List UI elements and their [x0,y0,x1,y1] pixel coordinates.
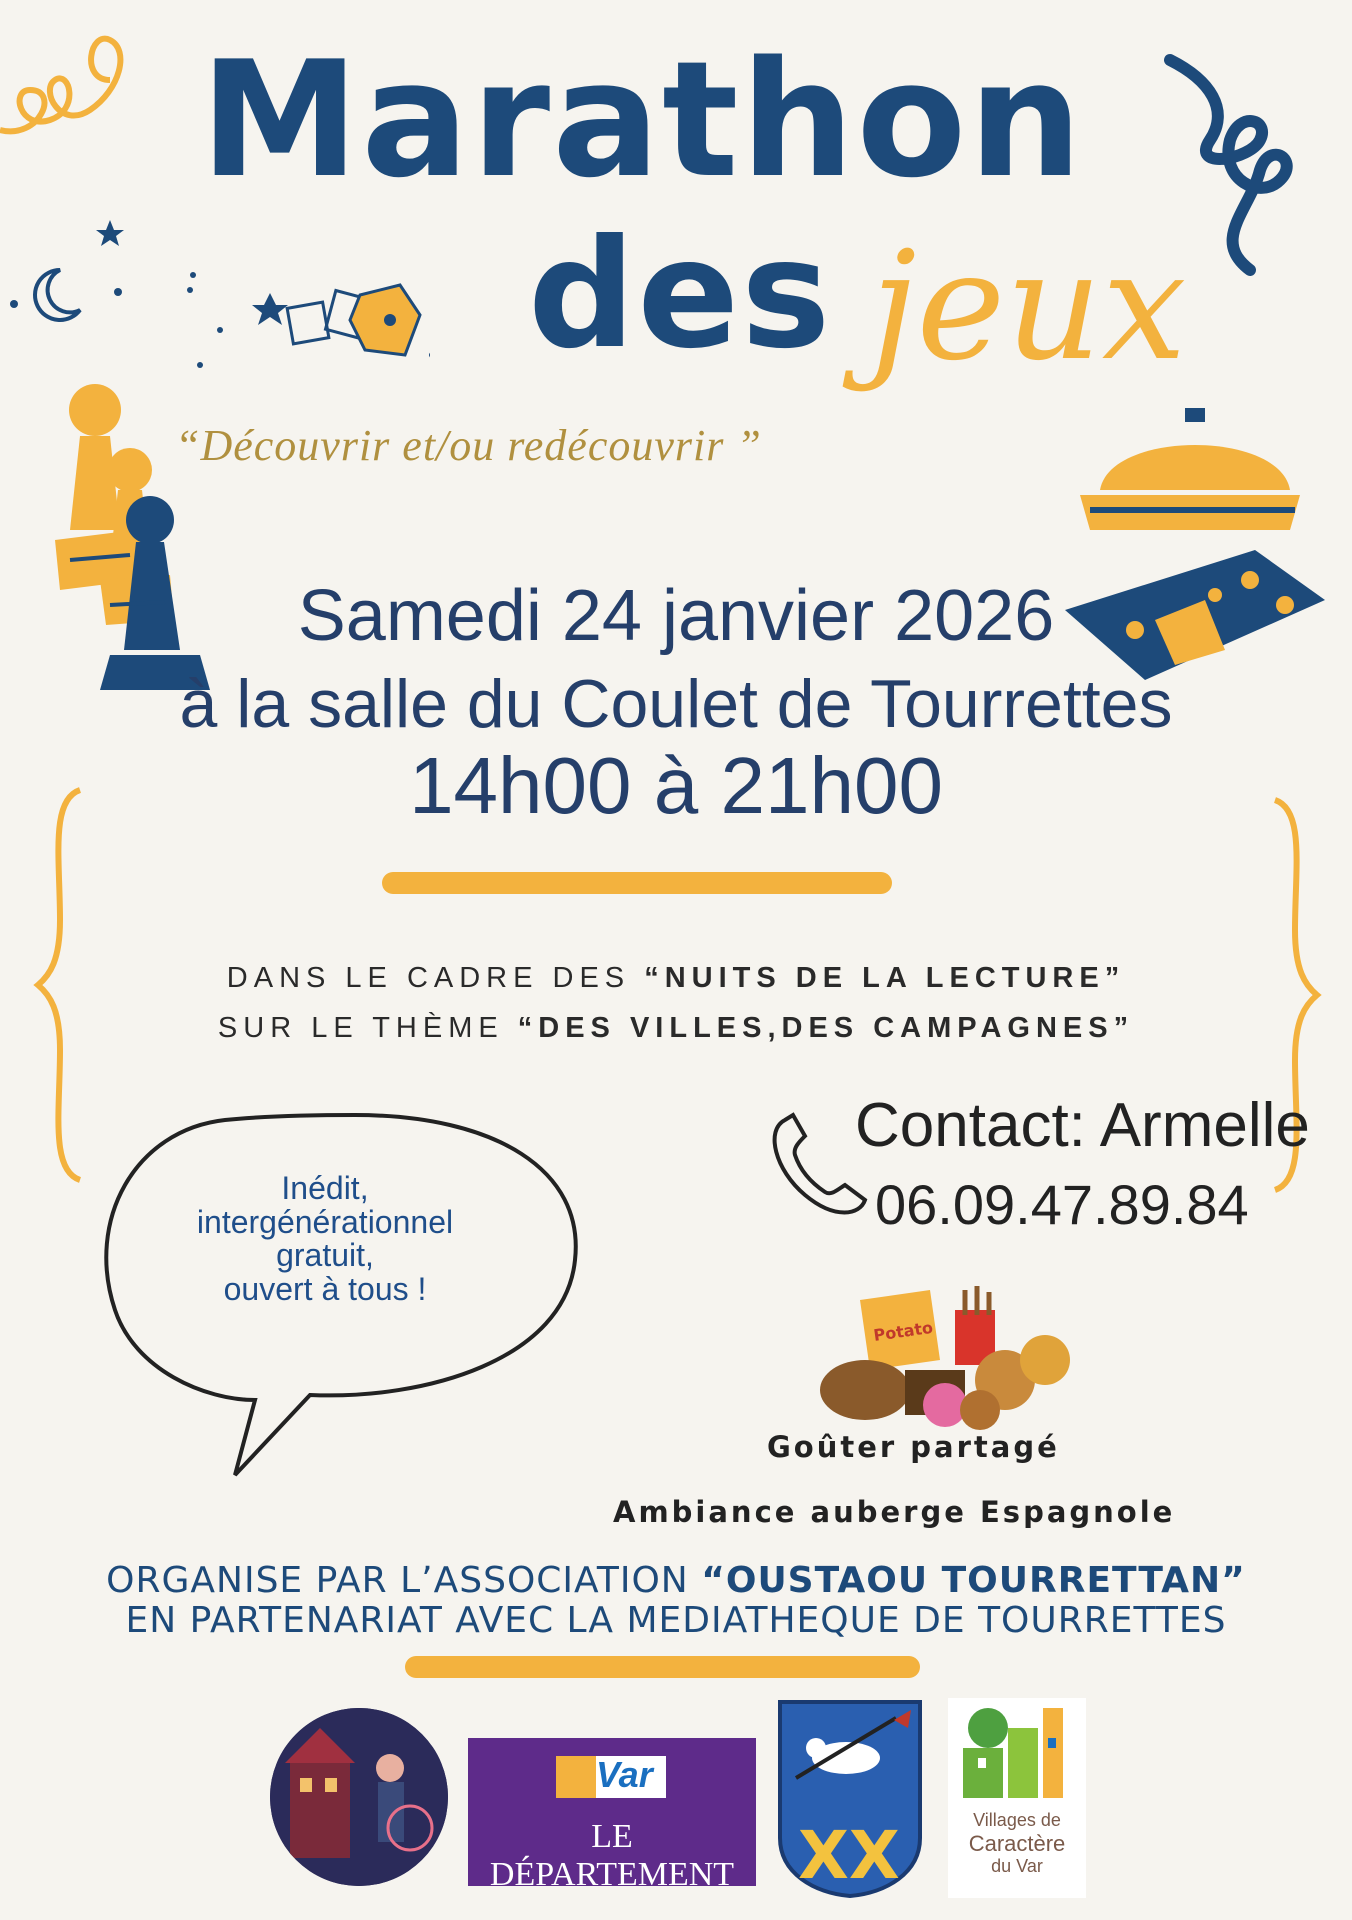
svg-text:XX: XX [798,1817,900,1894]
bubble-line-4: ouvert à tous ! [223,1270,427,1307]
var-label: Var [596,1754,653,1795]
bubble-line-2: intergénérationnel [196,1203,454,1240]
villages-line-2: Caractère [968,1830,1066,1856]
frame-line-1: DANS LE CADRE DES “NUITS DE LA LECTURE” [226,962,1126,994]
divider-bar-bottom [405,1656,920,1678]
divider-bar [382,872,892,894]
event-date: Samedi 24 janvier 2026 [297,576,1055,656]
tourrettes-coat-of-arms [776,1698,924,1898]
coat-of-arms-icon [776,1698,924,1898]
tagline: “Découvrir et/ou redécouvrir ” [175,421,762,470]
villages-line-1: Villages de [973,1810,1061,1830]
dots-decoration-icon [180,280,240,380]
ambiance-label: Ambiance auberge Espagnole [613,1495,1176,1529]
frame-line-2: SUR LE THÈME “DES VILLES,DES CAMPAGNES” [217,1012,1135,1044]
bubble-text [160,1172,490,1306]
villages-caractere-logo [948,1698,1086,1898]
departement-label: LE DÉPARTEMENT [489,1818,735,1893]
swirl-decoration-icon [0,10,160,160]
organizer-line-2: EN PARTENARIAT AVEC LA MEDIATHEQUE DE TOURRETTES [125,1600,1227,1641]
title-jeux-script: jeux [870,220,1187,394]
event-place: à la salle du Coulet de Tourrettes [179,666,1173,742]
bubble-line-3: gratuit, [276,1237,374,1274]
association-logo [270,1708,448,1886]
stars-moon-icon [0,200,200,360]
title-marathon: Marathon [200,26,1085,213]
dice-decoration-icon [240,265,430,375]
village-illustration-icon [948,1698,1086,1808]
contact-phone: 06.09.47.89.84 [875,1173,1249,1236]
service-bell-icon [1070,400,1310,560]
organizer-line-1: ORGANISE PAR L’ASSOCIATION “OUSTAOU TOURRETTAN” [106,1560,1246,1601]
chip-bag-label: Potato [872,1317,935,1345]
var-departement-logo [468,1738,756,1893]
event-hours: 14h00 à 21h00 [409,741,943,830]
ribbon-decoration-icon [1150,40,1350,300]
contact-label: Contact: Armelle [855,1091,1310,1160]
snack-label: Goûter partagé [767,1430,1060,1464]
villages-caractere-text [948,1810,1086,1877]
association-logo-image [270,1708,448,1886]
snacks-icon [815,1280,1075,1440]
title-des: des [528,208,833,382]
villages-line-3: du Var [991,1855,1043,1876]
var-map-icon [556,1756,596,1798]
bubble-line-1: Inédit, [281,1170,369,1206]
